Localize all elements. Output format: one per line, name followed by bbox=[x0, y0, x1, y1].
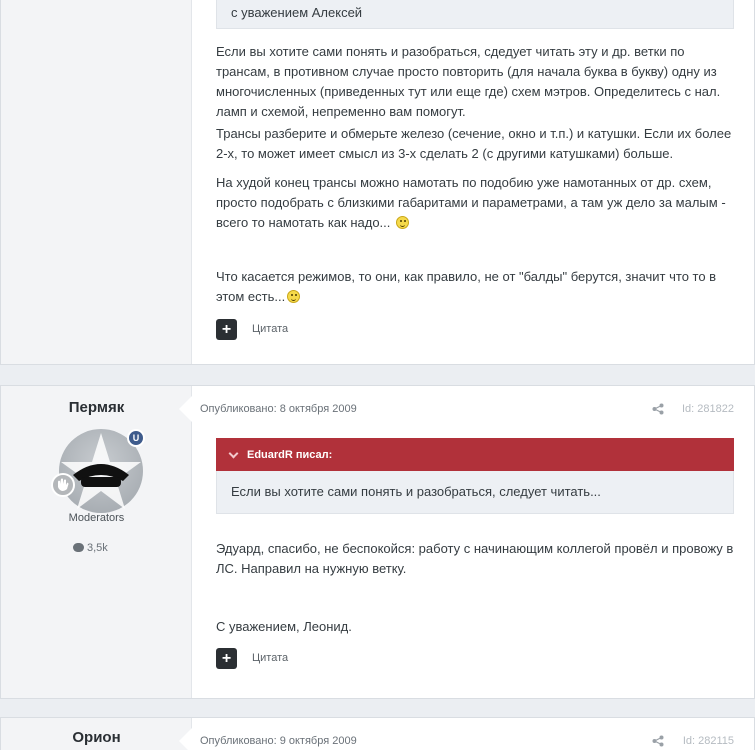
smiley-icon bbox=[396, 216, 409, 229]
comment-icon bbox=[73, 543, 84, 552]
author-name[interactable]: Орион bbox=[72, 729, 121, 746]
smiley-icon bbox=[287, 290, 300, 303]
member-group: Moderators bbox=[68, 512, 125, 524]
post-date[interactable]: Опубликовано: 8 октября 2009 bbox=[200, 403, 357, 415]
quote-button[interactable]: Цитата bbox=[252, 652, 289, 664]
multiquote-button[interactable] bbox=[216, 319, 237, 340]
post-paragraph bbox=[216, 173, 734, 233]
quote-button[interactable]: Цитата bbox=[252, 323, 289, 335]
quote-body bbox=[216, 471, 734, 514]
author-name[interactable]: Пермяк bbox=[68, 399, 125, 416]
quote-author: EduardR писал: bbox=[247, 449, 333, 461]
reputation-count[interactable] bbox=[73, 542, 108, 554]
post-content bbox=[192, 386, 754, 698]
post bbox=[0, 0, 755, 365]
post-paragraph-text: Что касается режимов, то они, как правило, не от "балды" берутся, значит что то в этом есть... bbox=[216, 269, 717, 304]
plus-icon: + bbox=[221, 321, 232, 338]
share-icon[interactable] bbox=[652, 735, 664, 747]
moderator-badge: U bbox=[127, 429, 145, 447]
author-column bbox=[1, 0, 192, 364]
post-paragraph: Если вы хотите сами понять и разобраться, сдедует читать эту и др. ветки по трансам, в противном случае просто повторить (для начала буква в букву) одну из многочисленных (приведенных тут или еще где) схем мэтров. Определитесь с нал. ламп и схемой, непременно вам помогут. bbox=[216, 44, 721, 119]
post-pointer bbox=[179, 728, 192, 750]
quote-body bbox=[216, 0, 734, 29]
share-icon[interactable] bbox=[652, 403, 664, 415]
avatar[interactable] bbox=[59, 429, 143, 513]
post-content bbox=[192, 718, 754, 750]
reputation-value: 3,5k bbox=[87, 542, 108, 554]
post-pointer bbox=[179, 396, 192, 422]
rank-badge-icon bbox=[51, 473, 75, 497]
post-paragraph-text: На худой конец трансы можно намотать по подобию уже намотанных от др. схем, просто подобрать с близкими габаритами и параметрами, а там уж дело за малым - всего то намотать как надо... bbox=[216, 175, 726, 230]
post bbox=[0, 385, 755, 699]
quote-header[interactable] bbox=[216, 438, 734, 471]
post-paragraph: С уважением, Леонид. bbox=[216, 619, 352, 634]
post-content bbox=[192, 0, 754, 364]
quote-signature: с уважением Алексей bbox=[231, 5, 363, 20]
post-id: Id: 282115 bbox=[682, 735, 734, 747]
author-column bbox=[1, 386, 192, 698]
quote-text: Если вы хотите сами понять и разобраться, следует читать... bbox=[231, 484, 601, 499]
post bbox=[0, 717, 755, 750]
post-date[interactable]: Опубликовано: 9 октября 2009 bbox=[200, 735, 357, 747]
post-paragraph bbox=[216, 267, 734, 307]
post-id: Id: 281822 bbox=[682, 403, 734, 415]
plus-icon: + bbox=[221, 650, 232, 667]
author-column bbox=[1, 718, 192, 750]
chevron-down-icon[interactable] bbox=[229, 449, 239, 459]
post-paragraph: Трансы разберите и обмерьте железо (сечение, окно и т.п.) и катушки. Если их более 2-х, то может имеет смысл из 3-х сделать 2 (с другими катушками) больше. bbox=[216, 126, 732, 161]
post-paragraph: Эдуард, спасибо, не беспокойся: работу с начинающим коллегой провёл и провожу в ЛС. Направил на нужную ветку. bbox=[216, 541, 734, 576]
multiquote-button[interactable] bbox=[216, 648, 237, 669]
